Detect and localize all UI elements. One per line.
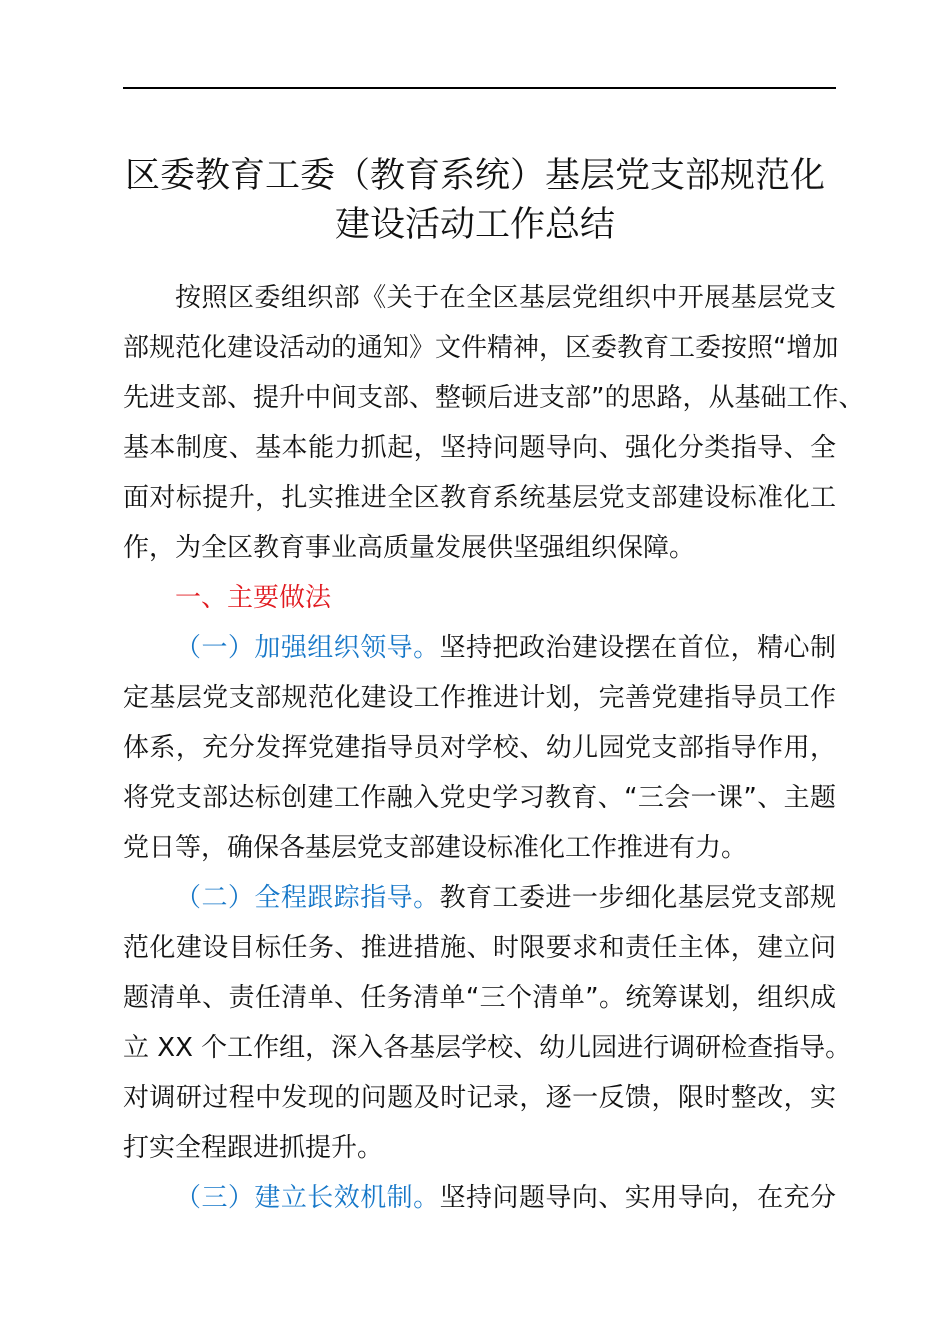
item-2-line: 对调研过程中发现的问题及时记录，逐一反馈，限时整改，实	[123, 1083, 836, 1113]
item-2-first-line	[175, 873, 836, 923]
item-1-first-line	[175, 623, 836, 673]
item-3-heading: （三）建立长效机制。	[175, 1183, 440, 1213]
intro-line: 作，为全区教育事业高质量发展供坚强组织保障。	[123, 533, 696, 563]
document-title-line-2: 建设活动工作总结	[334, 205, 615, 245]
item-1-line: 体系，充分发挥党建指导员对学校、幼儿园党支部指导作用，	[123, 733, 836, 763]
item-1-first-line-text: 坚持把政治建设摆在首位，精心制	[439, 633, 836, 663]
document-title-line-1: 区委教育工委（教育系统）基层党支部规范化	[124, 156, 825, 196]
item-2-first-line-text: 教育工委进一步细化基层党支部规	[439, 883, 836, 913]
section-heading: 一、主要做法	[175, 583, 332, 613]
item-1-line: 将党支部达标创建工作融入党史学习教育、“三会一课”、主题	[123, 783, 836, 813]
item-3-first-line	[175, 1173, 836, 1223]
item-2-line: 范化建设目标任务、推进措施、时限要求和责任主体，建立问	[123, 933, 836, 963]
item-2-heading: （二）全程跟踪指导。	[175, 883, 440, 913]
item-3-first-line-text: 坚持问题导向、实用导向，在充分	[439, 1183, 836, 1213]
intro-line: 部规范化建设活动的通知》文件精神，区委教育工委按照“增加	[123, 333, 839, 363]
item-1-line: 定基层党支部规范化建设工作推进计划，完善党建指导员工作	[123, 683, 836, 713]
intro-line: 先进支部、提升中间支部、整顿后进支部”的思路，从基础工作、	[123, 383, 865, 413]
intro-line: 基本制度、基本能力抓起，坚持问题导向、强化分类指导、全	[123, 433, 836, 463]
item-1-line: 党日等，确保各基层党支部建设标准化工作推进有力。	[123, 833, 748, 863]
intro-line: 按照区委组织部《关于在全区基层党组织中开展基层党支	[175, 283, 836, 313]
item-2-line: 题清单、责任清单、任务清单“三个清单”。统筹谋划，组织成	[123, 983, 836, 1013]
item-1-heading: （一）加强组织领导。	[175, 633, 440, 663]
item-2-line: 立 XX 个工作组，深入各基层学校、幼儿园进行调研检查指导。	[123, 1033, 852, 1063]
header-rule	[123, 87, 836, 89]
item-2-line: 打实全程跟进抓提升。	[123, 1133, 384, 1163]
intro-line: 面对标提升，扎实推进全区教育系统基层党支部建设标准化工	[123, 483, 836, 513]
